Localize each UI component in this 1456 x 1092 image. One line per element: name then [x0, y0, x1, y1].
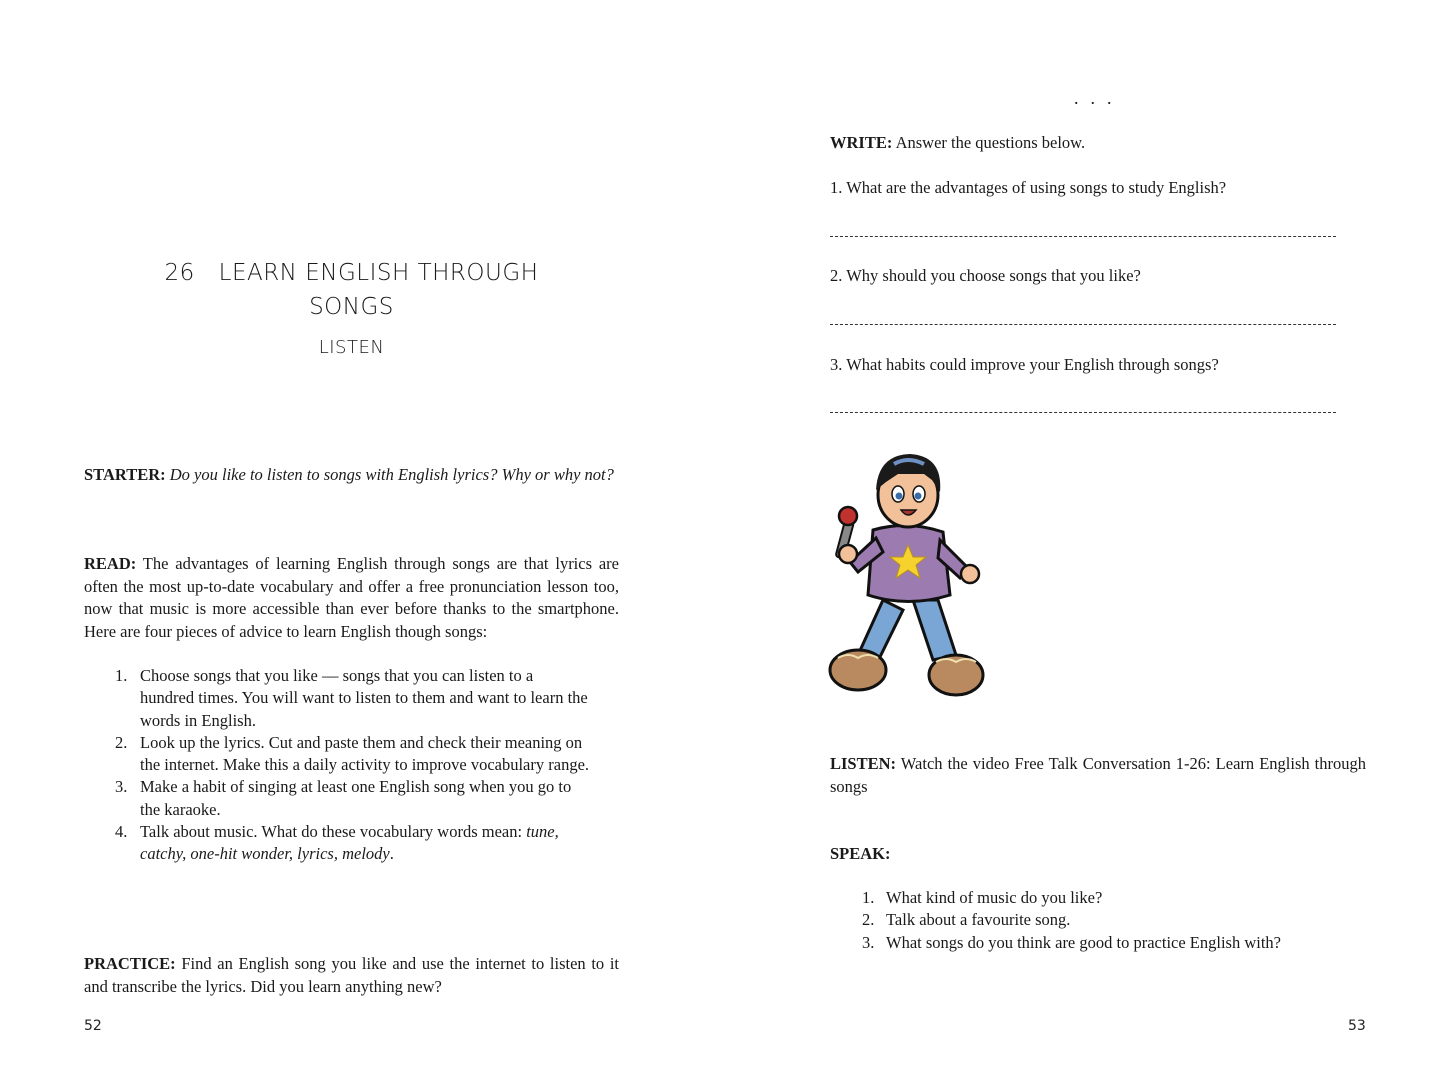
read-text: The advantages of learning English through songs are that lyrics are often the most up-to-date vocabulary and offer a free pronunciation lesson too, now that music is more accessible than ever before thanks to the smartphone. Here are four pieces of advice to learn English though songs: [84, 554, 619, 641]
list-number: 2. [115, 732, 128, 752]
list-text: Make a habit of singing at least one English song when you go to the karaoke. [140, 777, 572, 819]
chapter-title [84, 256, 619, 290]
advice-list [115, 665, 590, 866]
list-item [115, 821, 590, 866]
listen-text: Watch the video Free Talk Conversation 1-26: Learn English through songs [830, 754, 1367, 796]
chapter-title-line2: SONGS [309, 294, 394, 320]
starter-text: Do you like to listen to songs with English lyrics? Why or why not? [169, 465, 614, 484]
write-label: WRITE: [830, 133, 893, 152]
starter-section [84, 464, 619, 487]
list-item [115, 732, 590, 777]
answer-line-1[interactable] [830, 236, 1336, 237]
chapter-number: 26 [164, 260, 195, 286]
vocabulary-words: tune, catchy, one-hit wonder, lyrics, melody [140, 822, 559, 864]
list-text: What kind of music do you like? [886, 888, 1103, 907]
question-1: 1. What are the advantages of using songs to study English? [830, 178, 1227, 197]
speak-list [862, 887, 1342, 954]
question-2: 2. Why should you choose songs that you like? [830, 266, 1141, 285]
listen-section [830, 753, 1366, 798]
read-section [84, 553, 619, 643]
list-number: 1. [115, 666, 128, 685]
listen-label: LISTEN: [830, 754, 897, 773]
list-number: 4. [115, 822, 128, 842]
list-text: Look up the lyrics. Cut and paste them and check their meaning on the internet. Make this a daily activity to improve vocabulary range. [140, 732, 590, 775]
speak-label: SPEAK: [830, 844, 891, 863]
continuation-ellipsis: ... [1074, 88, 1124, 108]
question-3: 3. What habits could improve your English through songs? [830, 355, 1219, 374]
practice-text: Find an English song you like and use the internet to listen to it and transcribe the lyrics. Did you learn anything new? [84, 954, 620, 996]
list-text: Choose songs that you like — songs that you can listen to a hundred times. You will want to listen to them and want to learn the words in English. [140, 666, 588, 730]
chapter-title-line1: LEARN ENGLISH THROUGH [218, 260, 539, 286]
list-item [115, 776, 590, 821]
list-item [862, 887, 1342, 909]
practice-label: PRACTICE: [84, 954, 176, 973]
write-section [830, 132, 1366, 155]
list-text: What songs do you think are good to practice English with? [886, 932, 1282, 952]
chapter-heading [84, 256, 619, 360]
list-number: 1. [862, 888, 875, 907]
list-text-end: . [389, 844, 394, 864]
practice-section [84, 953, 619, 998]
list-text: Talk about a favourite song. [886, 910, 1071, 930]
right-page [728, 0, 1456, 1092]
read-label: READ: [84, 554, 137, 573]
list-number: 2. [862, 910, 875, 930]
page-number-left: 52 [84, 1018, 102, 1034]
list-item [115, 665, 590, 732]
list-number: 3. [862, 932, 875, 952]
chapter-subtitle: LISTEN [318, 337, 385, 358]
list-text: Talk about music. What do these vocabulary words mean: [140, 822, 527, 842]
answer-line-2[interactable] [830, 324, 1336, 325]
list-number: 3. [115, 777, 128, 797]
page-number-right: 53 [1348, 1018, 1366, 1034]
answer-line-3[interactable] [830, 412, 1336, 413]
list-item [862, 932, 1342, 954]
starter-label: STARTER: [84, 465, 166, 484]
write-text: Answer the questions below. [895, 133, 1086, 152]
singing-boy-illustration [828, 450, 988, 702]
list-item [862, 909, 1342, 931]
